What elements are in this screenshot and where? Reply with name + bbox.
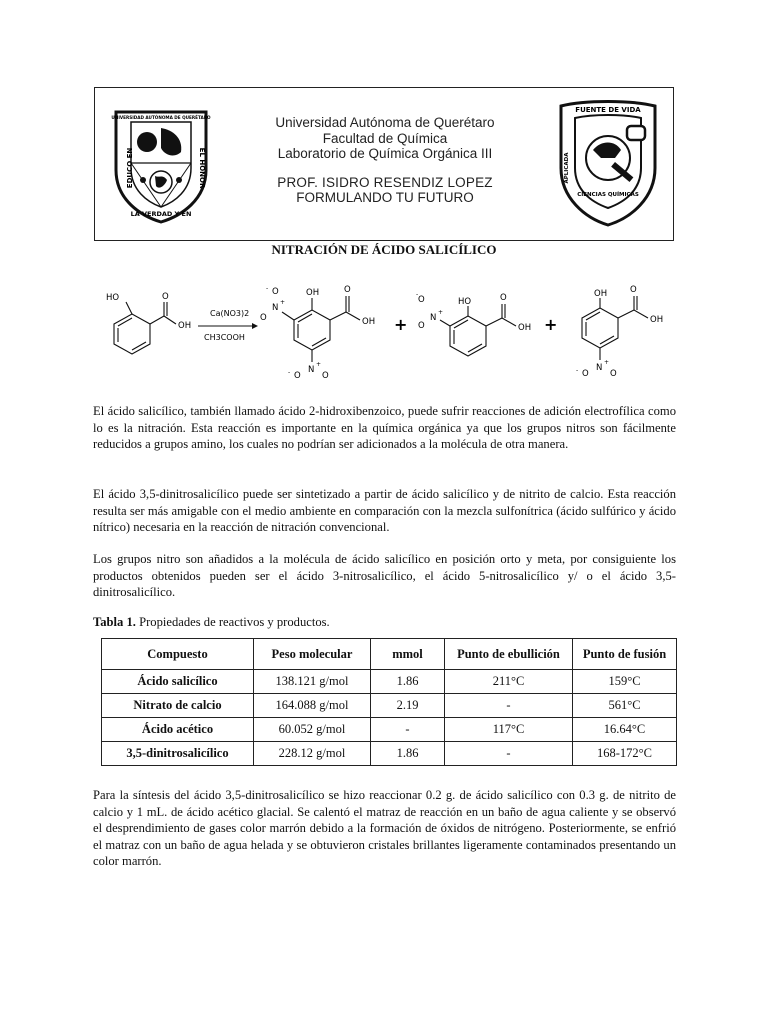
svg-text:N: N: [308, 365, 315, 375]
svg-text:CIENCIAS QUÍMICAS: CIENCIAS QUÍMICAS: [577, 192, 639, 198]
cell-compound: 3,5-dinitrosalicílico: [102, 742, 254, 766]
svg-text:OH: OH: [362, 317, 376, 327]
cell-melting-point: 168-172°C: [573, 742, 677, 766]
paragraph-synthesis: El ácido 3,5-dinitrosalicílico puede ser sintetizado a partir de ácido salicílico y de nitrito de calcio. Esta reacción resulta ser más amigable con el medio ambiente en comparación con la mezcla sulfonítrica (ácido sulfúrico y ácido nítrico) necesaria en la reacción de nitración convencional.: [93, 487, 676, 534]
reaction-scheme: [92, 282, 672, 382]
cell-molecular-weight: 228.12 g/mol: [254, 742, 371, 766]
svg-text:EDUCO EN: EDUCO EN: [126, 147, 134, 189]
svg-text:LA VERDAD Y EN: LA VERDAD Y EN: [130, 210, 192, 218]
svg-text:HO: HO: [458, 297, 472, 307]
svg-text:O: O: [322, 371, 329, 381]
svg-text:O: O: [610, 369, 617, 379]
svg-text:EL HONOR: EL HONOR: [198, 147, 206, 189]
svg-text:FUENTE DE VIDA: FUENTE DE VIDA: [575, 106, 641, 114]
header-punto-ebullicion: Punto de ebullición: [445, 639, 573, 670]
svg-text:+: +: [438, 309, 444, 316]
table-row: [102, 718, 677, 742]
svg-text:O: O: [418, 295, 425, 305]
institution-block: [275, 115, 495, 206]
svg-text:+: +: [280, 299, 286, 306]
svg-text:+: +: [604, 359, 610, 366]
cell-molecular-weight: 138.121 g/mol: [254, 670, 371, 694]
reagent-acetic-acid: CH3COOH: [204, 333, 245, 342]
header-punto-fusion: Punto de fusión: [573, 639, 677, 670]
header-mmol: mmol: [371, 639, 445, 670]
header-compuesto: Compuesto: [102, 639, 254, 670]
cell-melting-point: 16.64°C: [573, 718, 677, 742]
svg-text:O: O: [344, 285, 351, 295]
reagent-calcium-nitrite: Ca(NO3)2: [210, 309, 250, 318]
cell-compound: Ácido acético: [102, 718, 254, 742]
svg-text:O: O: [500, 293, 507, 303]
svg-text:-: -: [266, 285, 269, 292]
svg-text:OH: OH: [518, 323, 532, 333]
svg-text:O: O: [418, 321, 425, 331]
o-label: O: [162, 292, 169, 302]
cell-compound: Nitrato de calcio: [102, 694, 254, 718]
table-row: [102, 670, 677, 694]
paragraph-nitro-groups: Los grupos nitro son añadidos a la molécula de ácido salicílico en posición orto y meta, por consiguiente los productos obtenidos pueden ser el ácido 3-nitrosalicílico, el ácido 5-nitrosalicílico y/ o el ácido 3,5-dinitrosalicílico.: [93, 552, 676, 599]
cell-melting-point: 561°C: [573, 694, 677, 718]
salicylic-acid-structure: [114, 302, 176, 354]
svg-text:N: N: [272, 303, 279, 313]
motto: FORMULANDO TU FUTURO: [296, 190, 474, 205]
svg-text:O: O: [294, 371, 301, 381]
cell-mmol: 2.19: [371, 694, 445, 718]
svg-text:+: +: [316, 361, 322, 368]
svg-text:-: -: [416, 291, 419, 298]
cell-boiling-point: 211°C: [445, 670, 573, 694]
lab-name: Laboratorio de Química Orgánica III: [277, 146, 493, 161]
plus-sign-1: +: [394, 315, 408, 334]
svg-text:O: O: [260, 313, 267, 323]
uaq-seal-logo: [111, 108, 211, 224]
table-header-row: [102, 639, 677, 670]
5-nitrosalicylic-acid-structure: [582, 296, 648, 360]
header-peso-molecular: Peso molecular: [254, 639, 371, 670]
oh-label: OH: [178, 321, 192, 331]
table-caption-label: Tabla 1.: [93, 615, 136, 629]
university-name: Universidad Autónoma de Querétaro: [275, 115, 495, 130]
svg-text:APLICADA: APLICADA: [564, 152, 570, 184]
svg-text:UNIVERSIDAD AUTÓNOMA DE QUERÉT: UNIVERSIDAD AUTÓNOMA DE QUERÉTARO: [111, 115, 211, 120]
cell-molecular-weight: 60.052 g/mol: [254, 718, 371, 742]
cell-boiling-point: -: [445, 742, 573, 766]
header-box: [94, 87, 674, 241]
svg-text:N: N: [430, 313, 437, 323]
faculty-seal-logo: [555, 98, 661, 228]
plus-sign-2: +: [544, 315, 558, 334]
faculty-name: Facultad de Química: [322, 130, 448, 146]
professor-name: PROF. ISIDRO RESENDIZ LOPEZ: [277, 174, 493, 190]
paragraph-procedure: Para la síntesis del ácido 3,5-dinitrosalicílico se hizo reaccionar 0.2 g. de ácido salicílico con 0.3 g. de nitrito de calcio y 1 mL. de ácido acético glacial. Se calentó el matraz de reacción en un baño de agua caliente y se observó el desprendimiento de gases color marrón debido a la formación de óxidos de nitrógeno. Posteriormente, se enfrió el matraz con un baño de agua helada y se obtuvieron cristales brillantes ligeramente contaminados presentando un color marrón.: [93, 788, 676, 868]
cell-compound: Ácido salicílico: [102, 670, 254, 694]
svg-text:N: N: [596, 363, 603, 373]
table-caption: [93, 615, 330, 630]
cell-mmol: 1.86: [371, 742, 445, 766]
paragraph-intro: El ácido salicílico, también llamado ácido 2-hidroxibenzoico, puede sufrir reacciones de adición electrofílica como lo es la nitración. Esta reacción es importante en la química orgánica ya que los grupos nitros son fácilmente reducidos a grupos amino, los cuales no podrían ser adicionados a la molécula de otra manera.: [93, 404, 676, 451]
table-row: [102, 694, 677, 718]
cell-melting-point: 159°C: [573, 670, 677, 694]
cell-boiling-point: -: [445, 694, 573, 718]
svg-text:O: O: [630, 285, 637, 295]
dinitrosalicylic-acid-structure: [282, 296, 360, 362]
svg-text:-: -: [288, 369, 291, 376]
cell-mmol: 1.86: [371, 670, 445, 694]
cell-mmol: -: [371, 718, 445, 742]
cell-boiling-point: 117°C: [445, 718, 573, 742]
svg-text:OH: OH: [306, 288, 320, 298]
ho-label: HO: [106, 293, 120, 303]
document-title: NITRACIÓN DE ÁCIDO SALICÍLICO: [271, 242, 497, 257]
properties-table: [101, 638, 677, 766]
svg-text:-: -: [576, 367, 579, 374]
table-caption-text: Propiedades de reactivos y productos.: [135, 615, 330, 629]
3-nitrosalicylic-acid-structure: [440, 304, 516, 356]
cell-molecular-weight: 164.088 g/mol: [254, 694, 371, 718]
svg-text:OH: OH: [594, 289, 608, 299]
svg-text:O: O: [272, 287, 279, 297]
table-row: [102, 742, 677, 766]
svg-text:O: O: [582, 369, 589, 379]
svg-text:OH: OH: [650, 315, 664, 325]
